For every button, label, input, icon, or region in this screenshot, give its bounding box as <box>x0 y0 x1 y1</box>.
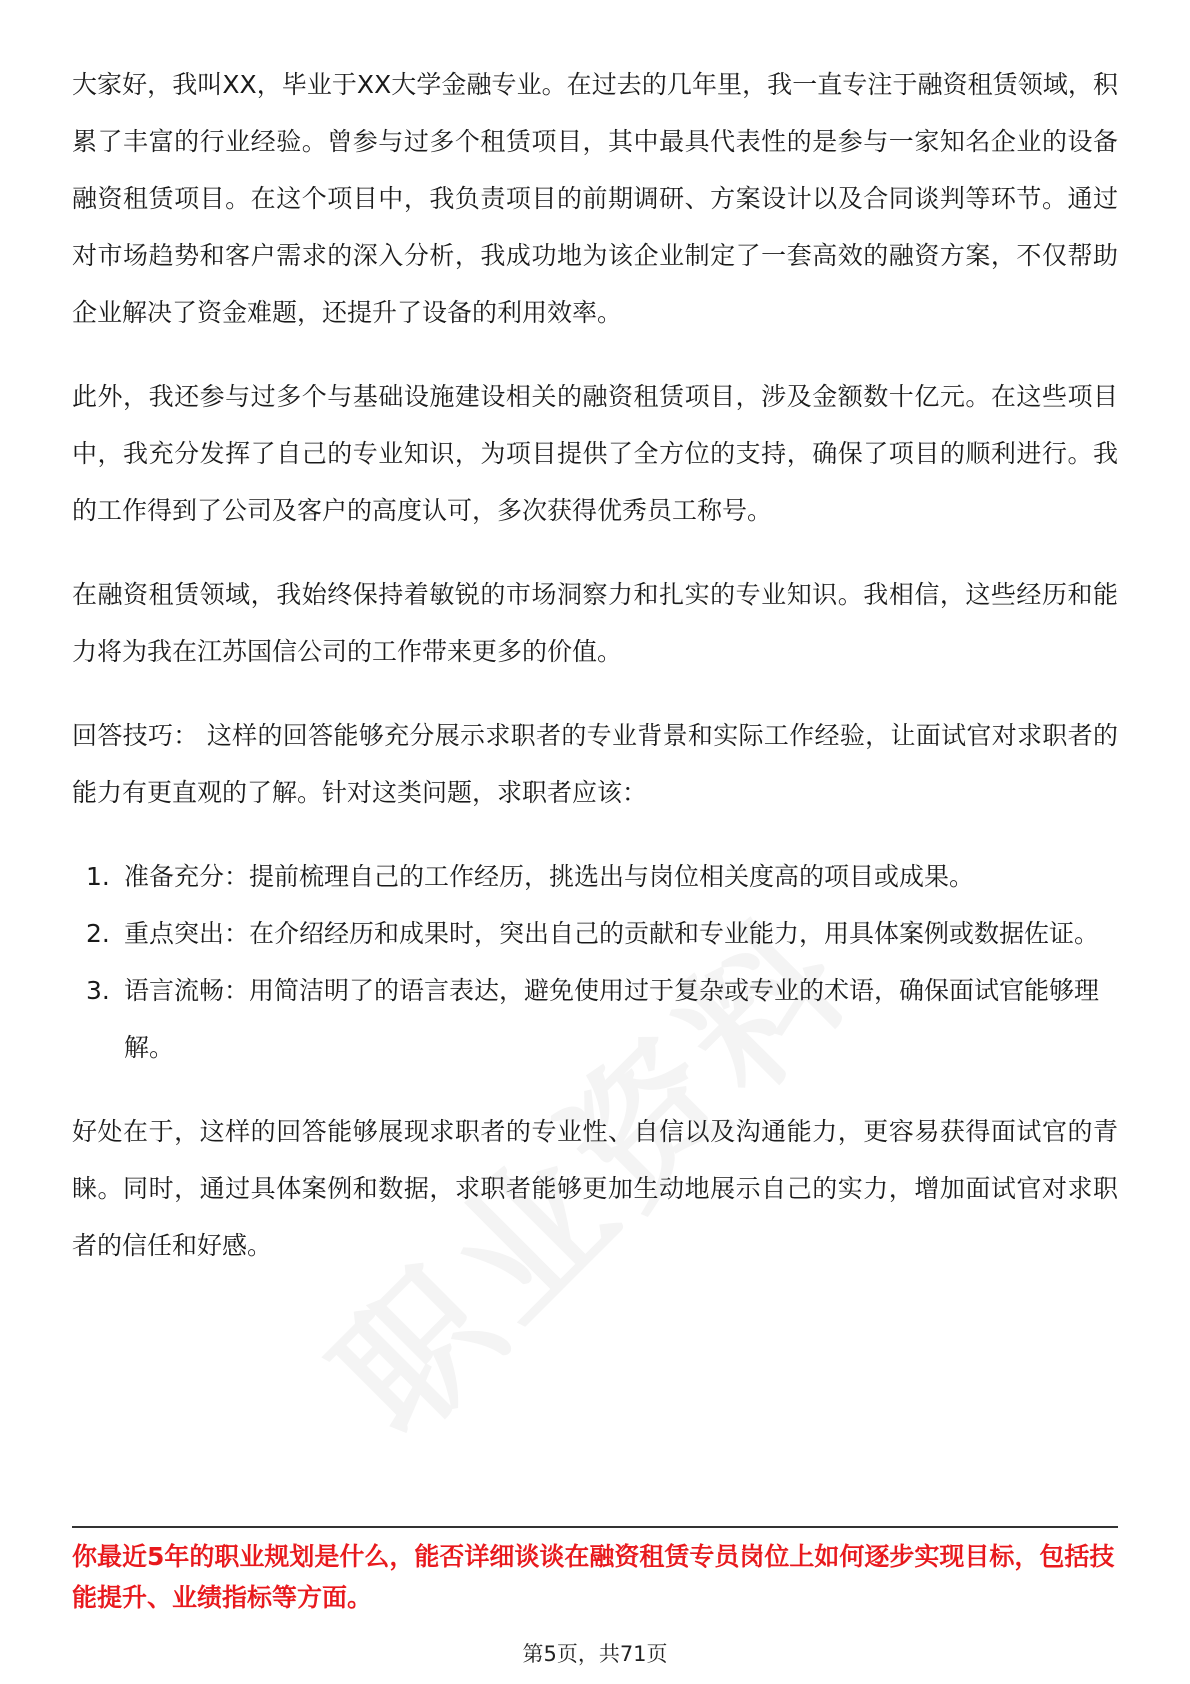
list-item-number: 1. <box>86 862 110 891</box>
list-item <box>72 962 1118 1076</box>
answer-tips-intro: 回答技巧： 这样的回答能够充分展示求职者的专业背景和实际工作经验，让面试官对求职者的能力有更直观的了解。针对这类问题，求职者应该： <box>72 721 1118 807</box>
list-item-text: 重点突出：在介绍经历和成果时，突出自己的贡献和专业能力，用具体案例或数据佐证。 <box>124 919 1100 948</box>
tips-list <box>72 848 1118 1076</box>
list-item <box>72 905 1118 962</box>
answer-content <box>72 56 1118 1301</box>
closing-paragraph: 好处在于，这样的回答能够展现求职者的专业性、自信以及沟通能力，更容易获得面试官的青睐。同时，通过具体案例和数据，求职者能够更加生动地展示自己的实力，增加面试官对求职者的信任和好感。 <box>72 1117 1118 1260</box>
list-item-number: 3. <box>86 976 110 1005</box>
list-item-number: 2. <box>86 919 110 948</box>
answer-paragraph-intro: 大家好，我叫XX，毕业于XX大学金融专业。在过去的几年里，我一直专注于融资租赁领域，积累了丰富的行业经验。曾参与过多个租赁项目，其中最具代表性的是参与一家知名企业的设备融资租赁项目。在这个项目中，我负责项目的前期调研、方案设计以及合同谈判等环节。通过对市场趋势和客户需求的深入分析，我成功地为该企业制定了一套高效的融资方案，不仅帮助企业解决了资金难题，还提升了设备的利用效率。 <box>72 70 1118 327</box>
answer-paragraph-conclusion: 在融资租赁领域，我始终保持着敏锐的市场洞察力和扎实的专业知识。我相信，这些经历和能力将为我在江苏国信公司的工作带来更多的价值。 <box>72 580 1118 666</box>
next-question-heading: 你最近5年的职业规划是什么，能否详细谈谈在融资租赁专员岗位上如何逐步实现目标，包括技能提升、业绩指标等方面。 <box>72 1542 1115 1612</box>
section-divider <box>72 1526 1118 1528</box>
list-item-text: 语言流畅：用简洁明了的语言表达，避免使用过于复杂或专业的术语，确保面试官能够理解。 <box>124 976 1100 1062</box>
list-item-text: 准备充分：提前梳理自己的工作经历，挑选出与岗位相关度高的项目或成果。 <box>124 862 975 891</box>
page-number: 第5页，共71页 <box>522 1642 668 1666</box>
list-item <box>72 848 1118 905</box>
answer-paragraph-projects: 此外，我还参与过多个与基础设施建设相关的融资租赁项目，涉及金额数十亿元。在这些项目中，我充分发挥了自己的专业知识，为项目提供了全方位的支持，确保了项目的顺利进行。我的工作得到了公司及客户的高度认可，多次获得优秀员工称号。 <box>72 382 1118 525</box>
